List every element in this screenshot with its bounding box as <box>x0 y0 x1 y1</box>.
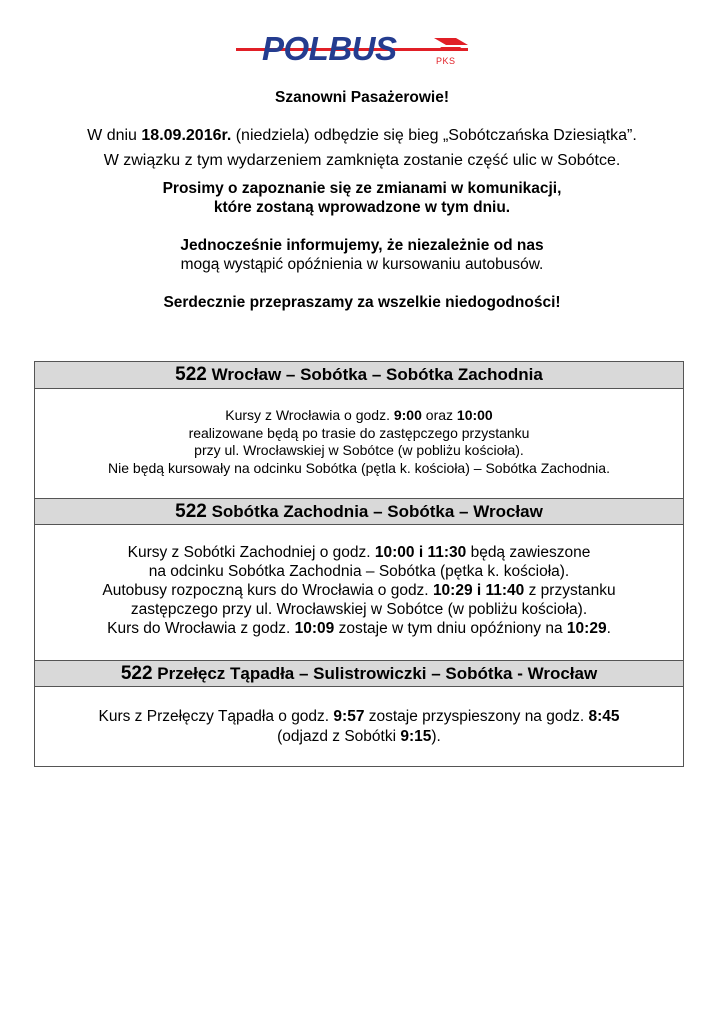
section-body-2 <box>35 543 683 638</box>
event-line <box>0 127 724 145</box>
greeting: Szanowni Pasażerowie! <box>275 89 449 106</box>
body-line: Kursy z Wrocławia o godz. 9:00 oraz 10:00 <box>225 407 493 423</box>
section-body-1 <box>35 407 683 477</box>
body-line: na odcinku Sobótka Zachodnia – Sobótka (pętka k. kościoła). <box>148 563 570 580</box>
section-header-2 <box>35 498 683 525</box>
event-line-post: (niedziela) odbędzie się bieg „Sobótczańska Dziesiątka”. <box>231 127 637 144</box>
body-line: realizowane będą po trasie do zastępczego przystanku <box>188 424 530 441</box>
body-line: zastępczego przy ul. Wrocławskiej w Sobótce (w pobliżu kościoła). <box>130 601 588 618</box>
event-line-pre: W dniu <box>87 127 142 144</box>
route-name: Przełęcz Tąpadła – Sulistrowiczki – Sobótka - Wrocław <box>157 664 598 683</box>
body-line: Nie będą kursowały na odcinku Sobótka (pętla k. kościoła) – Sobótka Zachodnia. <box>108 459 610 476</box>
route-number: 522 <box>120 663 153 684</box>
section-header-3 <box>35 660 683 687</box>
apology-line: Serdecznie przepraszamy za wszelkie niedogodności! <box>163 294 561 311</box>
info-line-1: Jednocześnie informujemy, że niezależnie od nas <box>180 237 544 254</box>
body-line: Autobusy rozpoczną kurs do Wrocławia o godz. 10:29 i 11:40 z przystanku <box>102 582 616 599</box>
request-line-1: Prosimy o zapoznanie się ze zmianami w komunikacji, <box>162 180 562 197</box>
body-line: (odjazd z Sobótki 9:15). <box>277 728 441 745</box>
route-name: Wrocław – Sobótka – Sobótka Zachodnia <box>211 365 543 384</box>
request-line-2: które zostaną wprowadzone w tym dniu. <box>213 199 511 216</box>
section-body-3 <box>35 707 683 747</box>
polbus-logo <box>236 30 472 70</box>
route-name: Sobótka Zachodnia – Sobótka – Wrocław <box>211 502 543 521</box>
route-number: 522 <box>175 364 207 385</box>
closure-line: W związku z tym wydarzeniem zamknięta zostanie część ulic w Sobótce. <box>103 152 621 169</box>
logo-pks-text: PKS <box>436 56 456 66</box>
logo-brand-text: POLBUS <box>262 30 397 67</box>
route-changes-box <box>34 361 684 767</box>
route-number: 522 <box>175 501 207 522</box>
body-line: Kursy z Sobótki Zachodniej o godz. 10:00 i 11:30 będą zawieszone <box>127 544 591 561</box>
body-line: Kurs do Wrocławia z godz. 10:09 zostaje w tym dniu opóźniony na 10:29. <box>107 620 611 637</box>
info-line-2: mogą wystąpić opóźnienia w kursowaniu autobusów. <box>180 256 544 273</box>
body-line: Kurs z Przełęczy Tąpadła o godz. 9:57 zostaje przyspieszony na godz. 8:45 <box>98 708 620 725</box>
section-header-1 <box>35 362 683 389</box>
body-line: przy ul. Wrocławskiej w Sobótce (w pobliżu kościoła). <box>194 442 524 458</box>
event-date: 18.09.2016r. <box>141 127 232 144</box>
logo-swoosh-icon <box>434 36 468 54</box>
